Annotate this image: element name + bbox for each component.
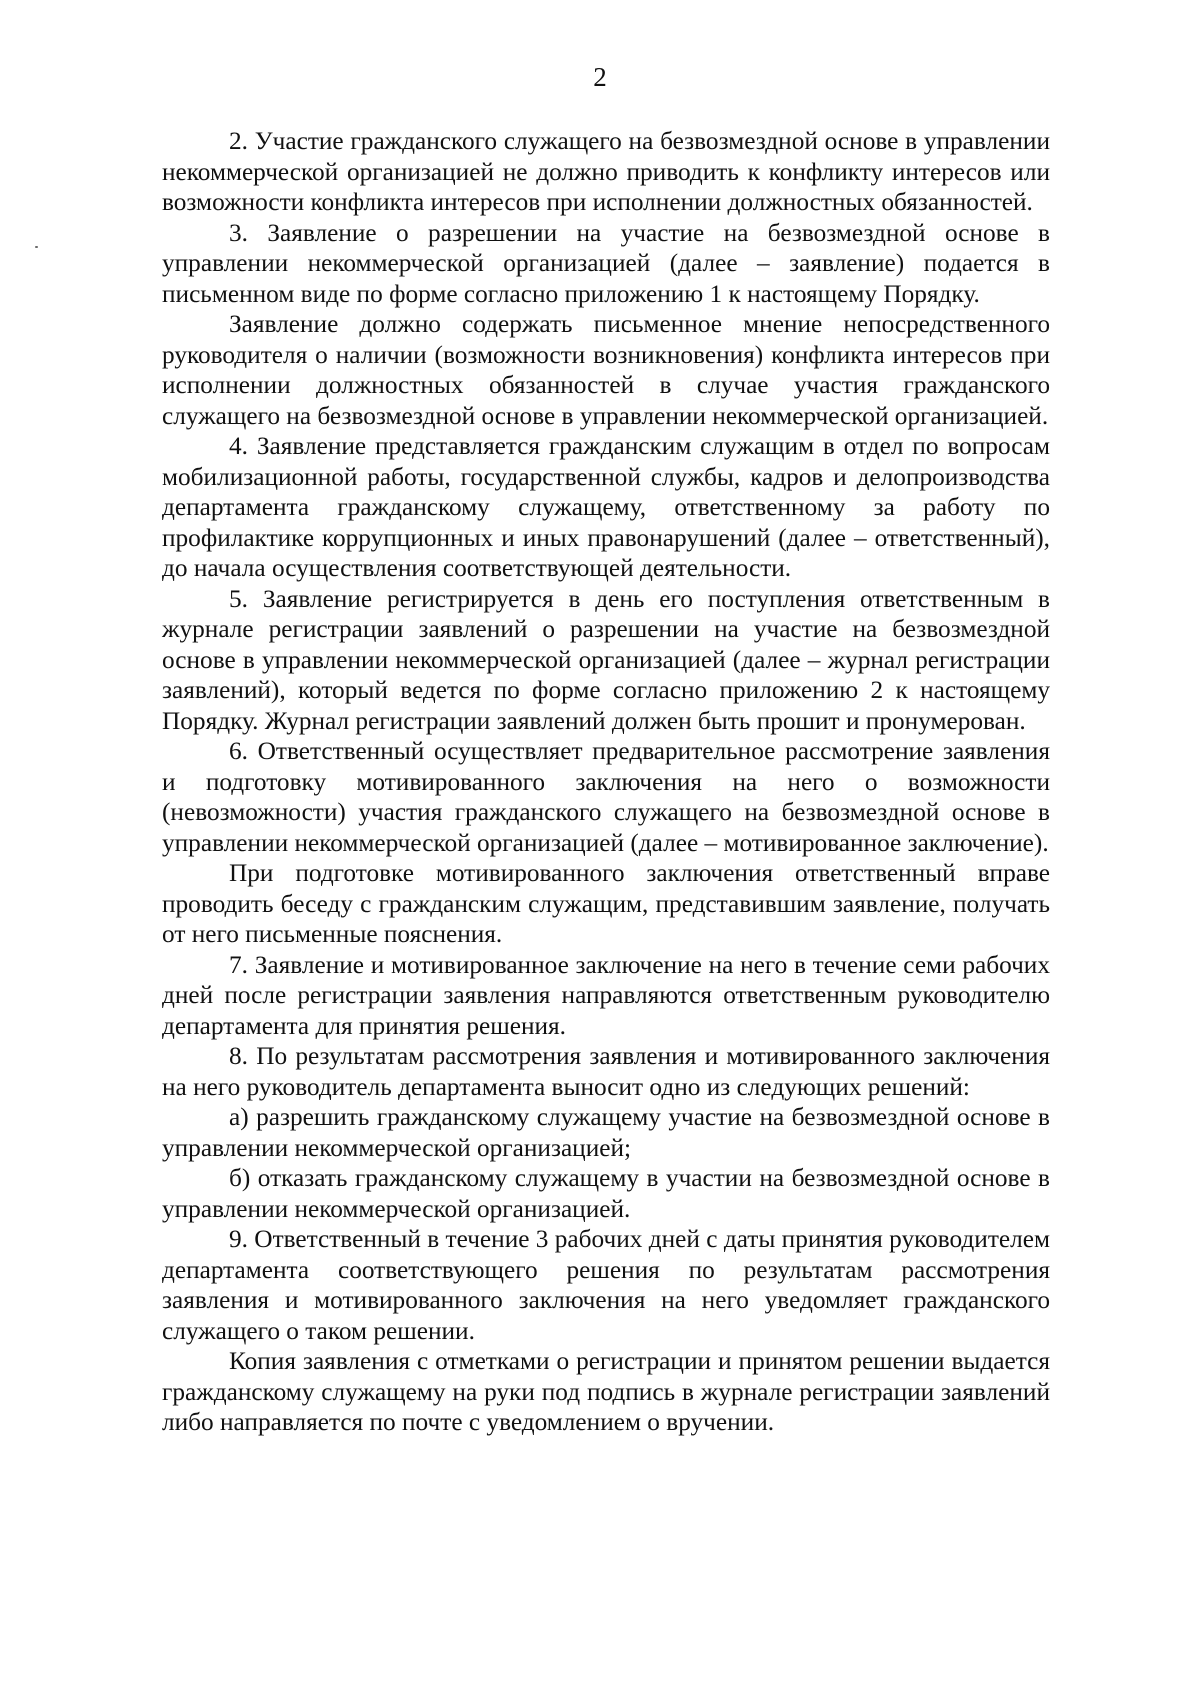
paragraph-item-4: 4. Заявление представляется гражданским служащим в отдел по вопросам мобилизационной работы, государственной службы, кадров и делопроизводства департамента гражданскому служащему, ответственному за работу по профилактике коррупционных и иных правонарушений (далее – ответственный), до начала осуществления соответствующей деятельности. bbox=[162, 432, 1050, 582]
paragraph-item-3-continuation: Заявление должно содержать письменное мнение непосредственного руководителя о наличии (возможности возникновения) конфликта интересов при исполнении должностных обязанностей в случае участия гражданского служащего на безвозмездной основе в управлении некоммерческой организацией. bbox=[162, 310, 1050, 430]
paragraph-item-8: 8. По результатам рассмотрения заявления и мотивированного заключения на него руководитель департамента выносит одно из следующих решений: bbox=[162, 1042, 1050, 1101]
paragraph-item-9: 9. Ответственный в течение 3 рабочих дней с даты принятия руководителем департамента соответствующего решения по результатам рассмотрения заявления и мотивированного заключения на него уведомляет гражданского служащего о таком решении. bbox=[162, 1225, 1050, 1345]
paragraph-item-8a: а) разрешить гражданскому служащему участие на безвозмездной основе в управлении некоммерческой организацией; bbox=[162, 1103, 1050, 1162]
paragraph-item-6-continuation: При подготовке мотивированного заключения ответственный вправе проводить беседу с гражданским служащим, представившим заявление, получать от него письменные пояснения. bbox=[162, 859, 1050, 948]
paragraph-item-6: 6. Ответственный осуществляет предварительное рассмотрение заявления и подготовку мотивированного заключения на него о возможности (невозможности) участия гражданского служащего на безвозмездной основе в управлении некоммерческой организацией (далее – мотивированное заключение). bbox=[162, 737, 1050, 857]
scan-speck bbox=[35, 246, 38, 248]
paragraph-item-3: 3. Заявление о разрешении на участие на безвозмездной основе в управлении некоммерческой организацией (далее – заявление) подается в письменном виде по форме согласно приложению 1 к настоящему Порядку. bbox=[162, 218, 1050, 308]
paragraph-item-8b: б) отказать гражданскому служащему в участии на безвозмездной основе в управлении некоммерческой организацией. bbox=[162, 1164, 1050, 1223]
paragraph-item-5: 5. Заявление регистрируется в день его поступления ответственным в журнале регистрации заявлений о разрешении на участие на безвозмездной основе в управлении некоммерческой организацией (далее – журнал регистрации заявлений), который ведется по форме согласно приложению 2 к настоящему Порядку. Журнал регистрации заявлений должен быть прошит и пронумерован. bbox=[162, 584, 1050, 735]
page-number: 2 bbox=[593, 62, 607, 92]
paragraph-item-7: 7. Заявление и мотивированное заключение на него в течение семи рабочих дней после регистрации заявления направляются ответственным руководителю департамента для принятия решения. bbox=[162, 950, 1050, 1040]
paragraph-item-9-continuation: Копия заявления с отметками о регистрации и принятом решении выдается гражданскому служащему на руки под подпись в журнале регистрации заявлений либо направляется по почте с уведомлением о вручении. bbox=[162, 1347, 1050, 1436]
document-body bbox=[162, 126, 1050, 1438]
paragraph-item-2: 2. Участие гражданского служащего на безвозмездной основе в управлении некоммерческой организацией не должно приводить к конфликту интересов или возможности конфликта интересов при исполнении должностных обязанностей. bbox=[162, 127, 1050, 216]
